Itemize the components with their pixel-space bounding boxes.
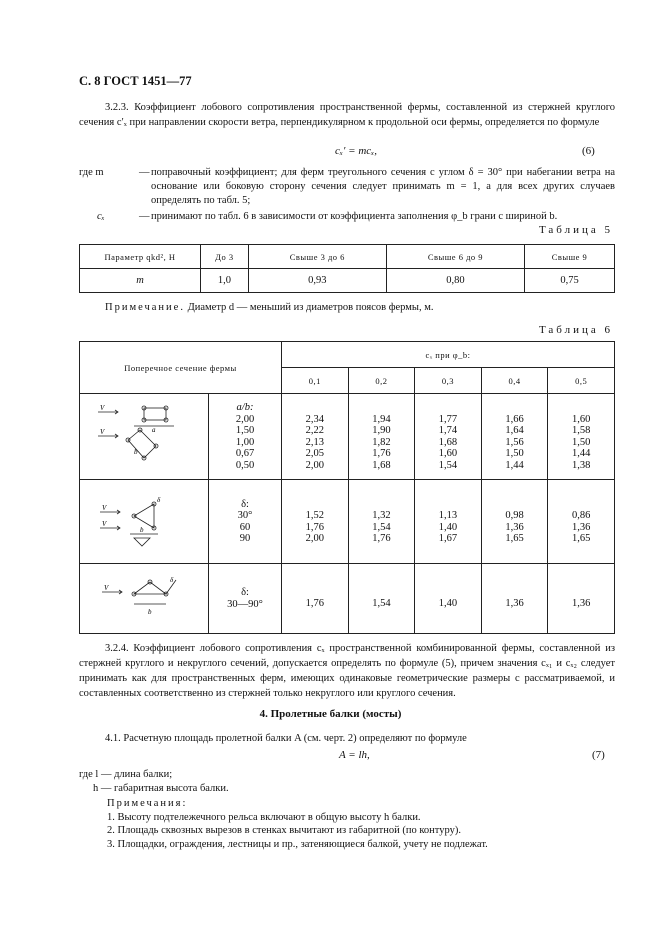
table6-caption: Таблица 6: [538, 324, 613, 336]
equation-number-7: (7): [592, 749, 605, 761]
table6-cell: 1,52 1,76 2,00: [282, 480, 349, 564]
table5-caption: Таблица 5: [538, 224, 613, 236]
paragraph-3-2-3: 3.2.3. Коэффициент лобового сопротивления пространственной фермы, составленной из стержней круглого сечения c′ₓ при направлении скорости ветра, перпендикулярном к продольной оси фермы, определяется по формуле: [79, 102, 615, 128]
table-6: [79, 341, 615, 634]
angle-delta-label: δ: [170, 576, 174, 584]
table6-cell: 1,60 1,58 1,50 1,44 1,38: [548, 394, 615, 480]
table6-cell: 0,98 1,36 1,65: [481, 480, 548, 564]
dimension-b-label: b: [148, 608, 152, 616]
table6-phi-header: 0,4: [481, 368, 548, 394]
table5-cell: 1,0: [201, 269, 249, 293]
note-item: 3. Площадки, ограждения, лестницы и пр., затеняющиеся балкой, учету не подлежат.: [107, 838, 488, 850]
table5-header: Свыше 6 до 9: [386, 245, 524, 269]
rectangular-section-diagram: [94, 402, 194, 468]
table6-param-head: δ:: [241, 498, 249, 510]
table6-cell: 0,86 1,36 1,65: [548, 480, 615, 564]
velocity-label: V: [100, 428, 105, 436]
table6-cell: 1,40: [415, 564, 482, 634]
angle-delta-label: δ: [157, 496, 161, 504]
table6-cell: 1,36: [548, 564, 615, 634]
table6-phi-header: 0,1: [282, 368, 349, 394]
table6-cell: 1,94 1,90 1,82 1,76 1,68: [348, 394, 415, 480]
where-block-6: где m — поправочный коэффициент; для ферм треугольного сечения с углом δ = 30° при набегании ветра на основание или боковую сторону сечения следует принимать m = 1, а для всех других случаев определять по табл. 5; cₓ — принимают по табл. 6 в зависимости от коэффициента заполнения φ_b грани с шириной b.: [79, 167, 615, 222]
table-5: [79, 244, 615, 293]
table6-param-values: 30° 60 90: [237, 510, 253, 544]
velocity-label: V: [102, 520, 107, 528]
table6-cell: 2,34 2,22 2,13 2,05 2,00: [282, 394, 349, 480]
equation-number-6: (6): [582, 145, 595, 157]
dimension-a-label: a: [152, 426, 156, 434]
formula-7: A = lh,: [339, 749, 370, 761]
table6-phi-header: 0,2: [348, 368, 415, 394]
section-diagram-cell: [80, 564, 209, 634]
table6-param-head: a/b:: [236, 402, 254, 413]
velocity-label: V: [104, 584, 109, 592]
table5-note-text: Диаметр d — меньший из диаметров поясов фермы, м.: [184, 302, 434, 313]
table6-cell: 1,32 1,54 1,76: [348, 480, 415, 564]
page-header: С. 8 ГОСТ 1451—77: [79, 74, 192, 88]
velocity-label: V: [102, 504, 107, 512]
triangular-section-diagram: [94, 490, 194, 550]
where-c-symbol: cₓ: [97, 211, 105, 222]
velocity-label: V: [100, 404, 105, 412]
table6-cell: 1,76: [282, 564, 349, 634]
note-item: 1. Высоту подтележечного рельса включают в общую высоту h балки.: [107, 811, 421, 823]
table5-header: Свыше 9: [525, 245, 615, 269]
table6-param-values: 2,00 1,50 1,00 0,67 0,50: [235, 413, 255, 471]
section-4-heading: 4. Пролетные балки (мосты): [259, 708, 402, 720]
table5-cell: 0,75: [525, 269, 615, 293]
paragraph-3-2-4: 3.2.4. Коэффициент лобового сопротивления cₓ пространственной комбинированной фермы, составленной из стержней круглого и некруглого сечений, допускается определять по формуле (5), причем значения cₓ₁ и cₓ₂ следует принимать как для пространственных ферм, имеющих одинаковые геометрические размеры с рассматриваемой, и составленных соответственно из стержней только некруглого или круглого сечения.: [79, 643, 615, 699]
table6-param-head: δ:: [241, 587, 249, 598]
table5-cell: m: [80, 269, 201, 293]
table5-header: Параметр qkd², Н: [80, 245, 201, 269]
notes-heading: Примечания:: [107, 798, 188, 809]
table5-header: Свыше 3 до 6: [248, 245, 386, 269]
table5-cell: 0,93: [248, 269, 386, 293]
triangle-apex-section-diagram: [94, 572, 194, 622]
table6-cell: 1,54: [348, 564, 415, 634]
where-m-text: поправочный коэффициент; для ферм треугольного сечения с углом δ = 30° при набегании ветра на основание или боковую сторону сечения следует принимать m = 1, а для всех других случаев определять по табл. 5;: [151, 167, 615, 206]
table6-cell: 1,77 1,74 1,68 1,60 1,54: [415, 394, 482, 480]
where-l: где l — длина балки;: [79, 769, 173, 780]
table5-note: [105, 302, 433, 313]
table5-note-label: Примечание.: [105, 302, 185, 313]
table6-param-cell: [209, 480, 282, 564]
dimension-b-label: b: [134, 448, 138, 456]
where-m-symbol: где m: [79, 167, 104, 178]
paragraph-4-1: 4.1. Расчетную площадь пролетной балки A (см. черт. 2) определяют по формуле: [105, 733, 467, 744]
table6-head-section: Поперечное сечение фермы: [80, 342, 282, 394]
table5-header: До 3: [201, 245, 249, 269]
table6-cell: 1,36: [481, 564, 548, 634]
where-h: h — габаритная высота балки.: [93, 783, 229, 794]
table6-param-cell: [209, 394, 282, 480]
table6-cell: 1,66 1,64 1,56 1,50 1,44: [481, 394, 548, 480]
where-c-text: принимают по табл. 6 в зависимости от коэффициента заполнения φ_b грани с шириной b.: [151, 211, 558, 222]
table5-cell: 0,80: [386, 269, 524, 293]
formula-6: cₓ′ = mcₓ,: [335, 145, 378, 157]
section-diagram-cell: [80, 480, 209, 564]
table6-param-values: 30—90°: [227, 598, 263, 610]
table6-head-cx: cₓ при φ_b:: [282, 342, 615, 368]
where-block-7: [79, 768, 615, 796]
table6-phi-header: 0,5: [548, 368, 615, 394]
table6-cell: 1,13 1,40 1,67: [415, 480, 482, 564]
section-diagram-cell: [80, 394, 209, 480]
note-item: 2. Площадь сквозных вырезов в стенках вычитают из габаритной (по контуру).: [107, 825, 461, 836]
table6-param-cell: [209, 564, 282, 634]
dimension-b-label: b: [140, 526, 144, 534]
notes-block: [79, 797, 615, 851]
table6-phi-header: 0,3: [415, 368, 482, 394]
